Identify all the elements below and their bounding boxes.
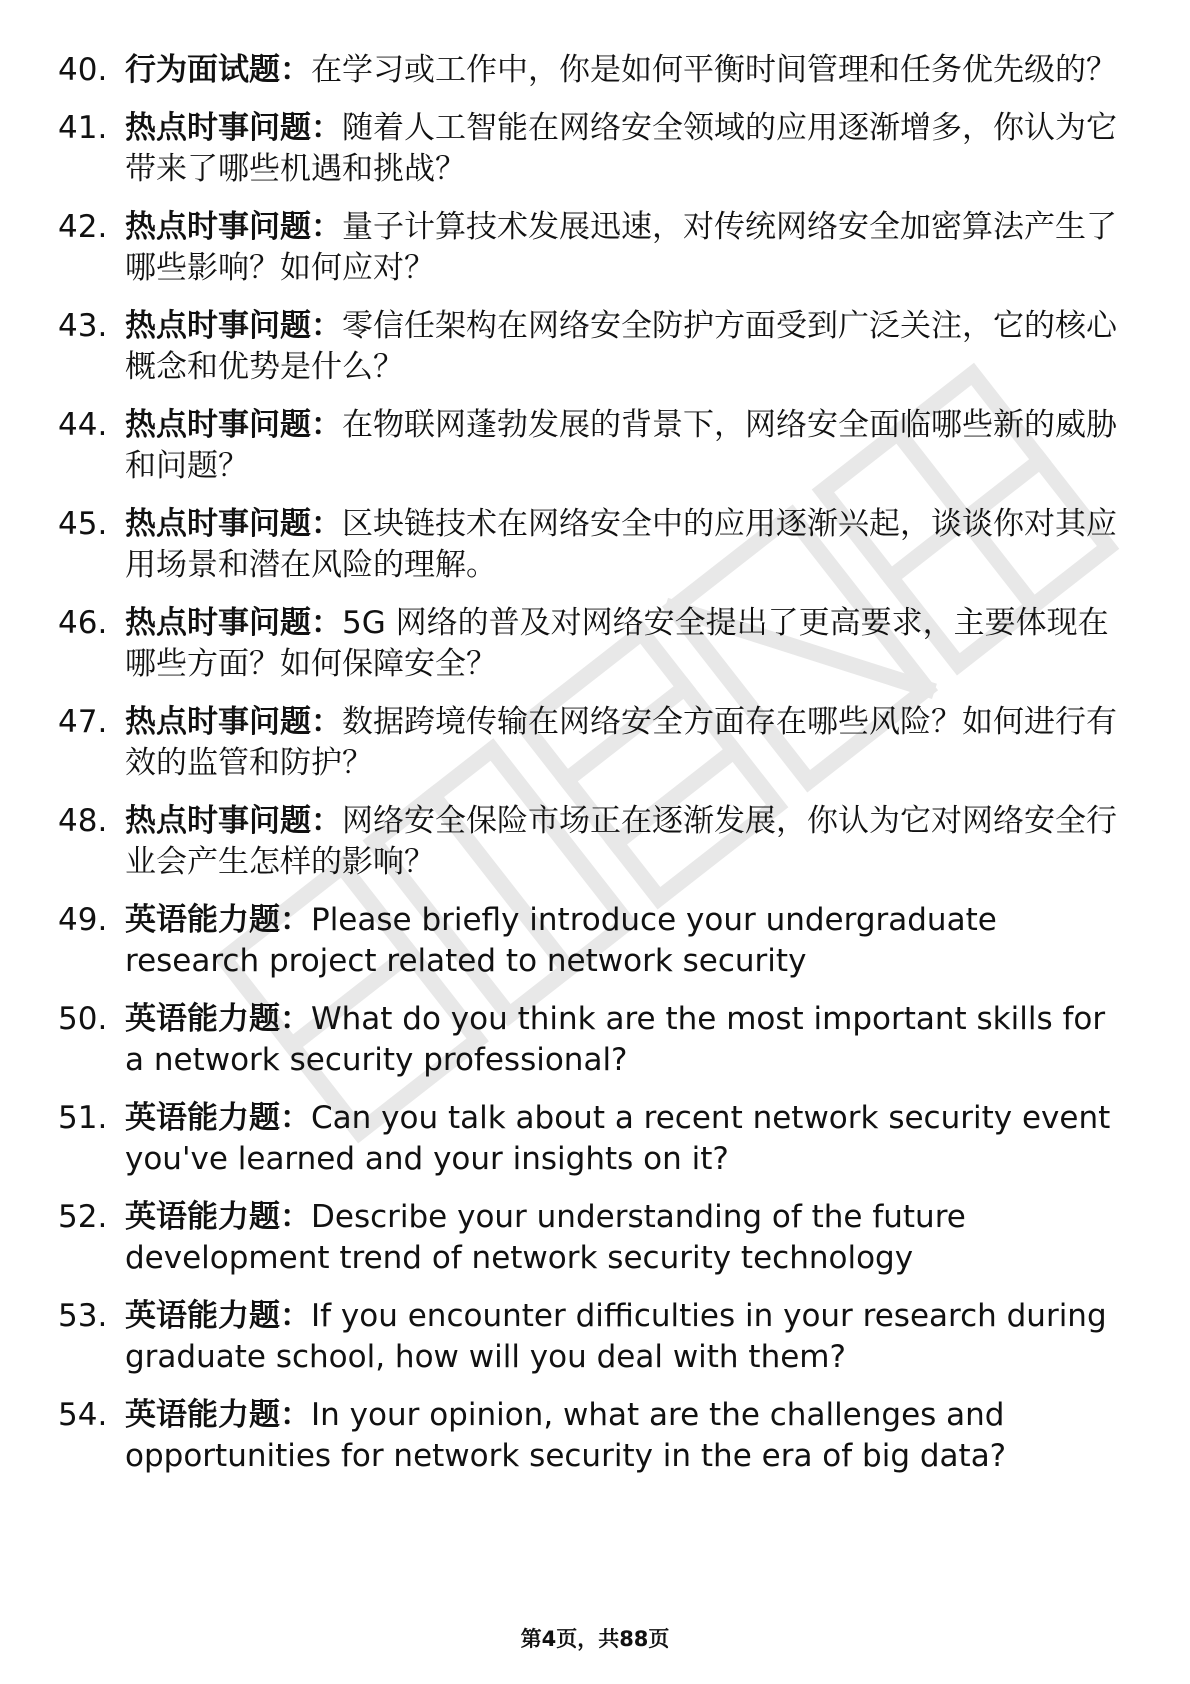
question-category: 热点时事问题：: [125, 308, 342, 344]
question-item: [0, 999, 1190, 1081]
question-number: 43.: [58, 308, 108, 344]
question-category: 热点时事问题：: [125, 209, 342, 245]
question-list: [0, 50, 1190, 1494]
question-category: 英语能力题：: [125, 1100, 311, 1136]
question-number: 53.: [58, 1298, 108, 1334]
question-category: 英语能力题：: [125, 1199, 311, 1235]
question-category: 英语能力题：: [125, 1001, 311, 1037]
question-number: 41.: [58, 110, 108, 146]
question-item: [0, 108, 1190, 190]
question-item: [0, 702, 1190, 784]
question-category: 热点时事问题：: [125, 803, 342, 839]
page-number: 第4页，共88页: [520, 1627, 670, 1651]
question-item: [0, 306, 1190, 388]
question-text: 数据跨境传输在网络安全方面存在哪些风险？如何进行有效的监管和防护？: [125, 704, 1117, 781]
question-text: 零信任架构在网络安全防护方面受到广泛关注，它的核心概念和优势是什么？: [125, 308, 1117, 385]
question-item: [0, 207, 1190, 289]
question-item: [0, 504, 1190, 586]
question-category: 英语能力题：: [125, 902, 311, 938]
question-item: [0, 603, 1190, 685]
question-number: 47.: [58, 704, 108, 740]
question-category: 热点时事问题：: [125, 704, 342, 740]
question-number: 44.: [58, 407, 108, 443]
question-item: [0, 405, 1190, 487]
question-item: [0, 900, 1190, 982]
question-number: 51.: [58, 1100, 108, 1136]
question-item: [0, 1098, 1190, 1180]
question-item: [0, 1395, 1190, 1477]
question-text: If you encounter difficulties in your research during graduate school, how will you deal with them?: [125, 1298, 1107, 1375]
question-text: 量子计算技术发展迅速，对传统网络安全加密算法产生了哪些影响？如何应对？: [125, 209, 1117, 286]
question-category: 热点时事问题：: [125, 506, 342, 542]
question-item: [0, 1296, 1190, 1378]
question-text: In your opinion, what are the challenges and opportunities for network security in the era of big data?: [125, 1397, 1007, 1474]
question-category: 行为面试题：: [125, 52, 311, 88]
question-text: Can you talk about a recent network security event you've learned and your insights on it?: [125, 1100, 1111, 1177]
question-category: 英语能力题：: [125, 1397, 311, 1433]
question-text: Please briefly introduce your undergraduate research project related to network security: [125, 902, 997, 979]
question-number: 50.: [58, 1001, 108, 1037]
question-category: 热点时事问题：: [125, 605, 342, 641]
question-number: 42.: [58, 209, 108, 245]
question-number: 48.: [58, 803, 108, 839]
question-text: Describe your understanding of the future development trend of network security technology: [125, 1199, 966, 1276]
question-text: 5G 网络的普及对网络安全提出了更高要求，主要体现在哪些方面？如何保障安全？: [125, 605, 1109, 682]
question-number: 45.: [58, 506, 108, 542]
question-text: 网络安全保险市场正在逐渐发展，你认为它对网络安全行业会产生怎样的影响？: [125, 803, 1117, 880]
question-text: 区块链技术在网络安全中的应用逐渐兴起，谈谈你对其应用场景和潜在风险的理解。: [125, 506, 1117, 583]
question-number: 46.: [58, 605, 108, 641]
question-text: 在物联网蓬勃发展的背景下，网络安全面临哪些新的威胁和问题？: [125, 407, 1117, 484]
question-item: [0, 1197, 1190, 1279]
question-number: 52.: [58, 1199, 108, 1235]
question-text: What do you think are the most important skills for a network security professional?: [125, 1001, 1106, 1078]
question-text: 随着人工智能在网络安全领域的应用逐渐增多，你认为它带来了哪些机遇和挑战？: [125, 110, 1117, 187]
question-item: [0, 801, 1190, 883]
question-category: 热点时事问题：: [125, 110, 342, 146]
question-text: 在学习或工作中，你是如何平衡时间管理和任务优先级的？: [311, 52, 1117, 88]
question-number: 54.: [58, 1397, 108, 1433]
question-category: 热点时事问题：: [125, 407, 342, 443]
question-item: [0, 50, 1190, 91]
question-number: 49.: [58, 902, 108, 938]
question-category: 英语能力题：: [125, 1298, 311, 1334]
question-number: 40.: [58, 52, 108, 88]
